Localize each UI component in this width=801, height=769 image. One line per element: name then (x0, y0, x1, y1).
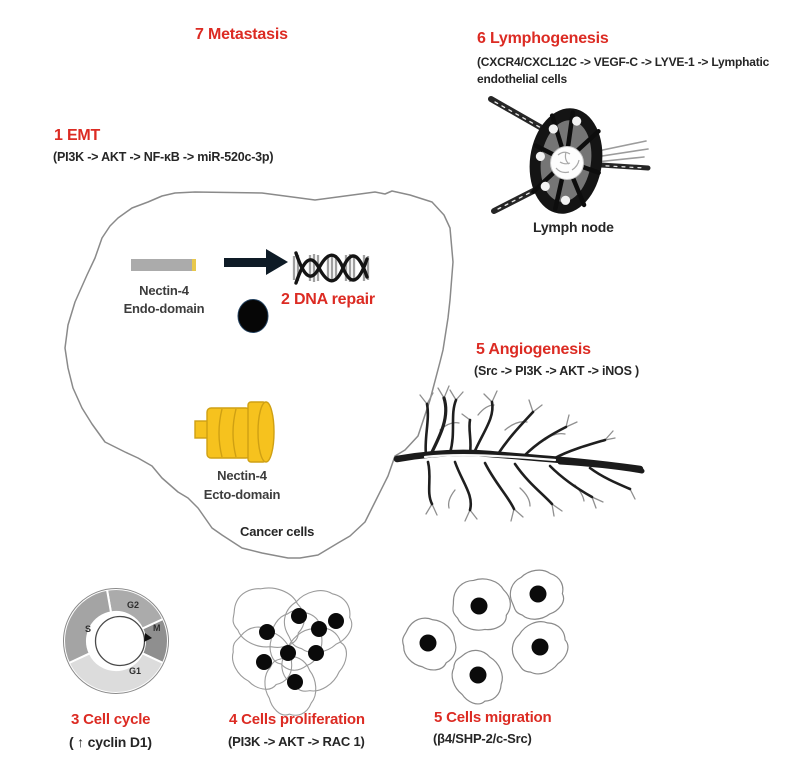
migration-title: 5 Cells migration (434, 709, 552, 726)
endo-domain-label-line1: Nectin-4 (139, 283, 189, 298)
proliferation-title: 4 Cells proliferation (229, 711, 365, 728)
cycle-seg-g1: G1 (129, 666, 142, 676)
lymph-node-graphic (491, 99, 648, 218)
cancer-cells-caption: Cancer cells (240, 524, 315, 539)
proliferation-cluster (221, 580, 360, 720)
angiogenesis-title: 5 Angiogenesis (476, 341, 591, 358)
cell-cycle-pathway: ( ↑ cyclin D1) (69, 734, 152, 750)
cell-cycle-donut (64, 589, 169, 694)
migration-pathway: (β4/SHP-2/c-Src) (433, 731, 532, 746)
ecto-domain-label-line1: Nectin-4 (217, 468, 267, 483)
metastasis-title: 7 Metastasis (195, 26, 288, 43)
cycle-seg-s: S (85, 624, 92, 634)
angiogenesis-pathway: (Src -> PI3K -> AKT -> iNOS ) (474, 364, 639, 378)
ecto-domain-label-line2: Ecto-domain (203, 487, 281, 502)
cycle-seg-g2: G2 (127, 600, 140, 610)
migration-cells (393, 565, 576, 713)
ecto-domain-plug (195, 402, 274, 462)
lymphogenesis-title: 6 Lymphogenesis (477, 30, 609, 47)
cell-cycle-title: 3 Cell cycle (71, 711, 151, 728)
lymphogenesis-pathway-line2: endothelial cells (477, 72, 567, 86)
proliferation-pathway: (PI3K -> AKT -> RAC 1) (228, 734, 365, 749)
lymph-node-caption: Lymph node (533, 219, 614, 235)
endo-domain-bar (131, 259, 196, 271)
emt-title: 1 EMT (54, 127, 101, 144)
nucleus-oval (238, 300, 268, 333)
endo-domain-label-line2: Endo-domain (123, 301, 205, 316)
blood-vessel-graphic (397, 386, 642, 521)
cancer-cell-outline (65, 191, 453, 558)
emt-pathway: (PI3K -> AKT -> NF-κB -> miR-520c-3p) (53, 150, 274, 164)
cycle-seg-m: M (153, 623, 161, 633)
dna-repair-title: 2 DNA repair (281, 291, 375, 308)
lymphogenesis-pathway-line1: (CXCR4/CXCL12C -> VEGF-C -> LYVE-1 -> Lymphatic (477, 55, 770, 69)
